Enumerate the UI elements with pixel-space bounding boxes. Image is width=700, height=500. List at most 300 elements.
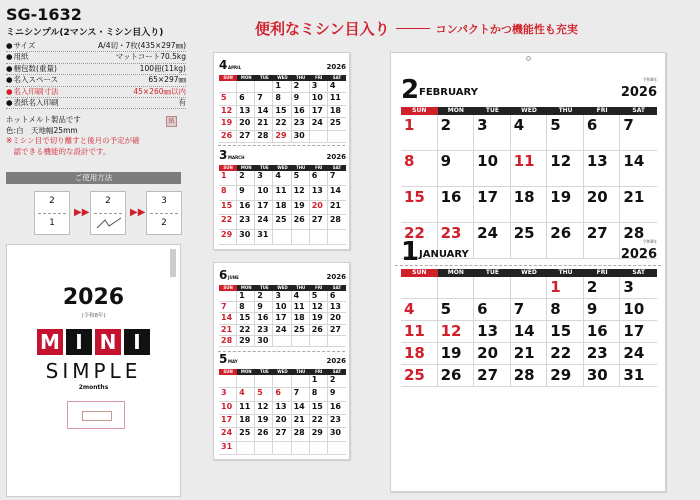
mini-logo-letter: I: [66, 329, 92, 355]
day-number: 29: [311, 428, 323, 438]
weekday-label: WED: [521, 269, 537, 276]
day-number: 28: [293, 428, 305, 438]
day-number: 30: [329, 428, 341, 438]
day-cell: [292, 230, 310, 245]
day-cell: [255, 336, 273, 347]
day-cell: [292, 442, 310, 455]
weekday-label: WED: [521, 107, 537, 114]
day-cell: [328, 106, 346, 118]
day-number: 31: [221, 441, 233, 451]
day-number: 19: [311, 313, 323, 323]
day-cell: [255, 186, 273, 201]
day-number: 20: [275, 414, 287, 424]
day-number: 1: [239, 291, 245, 300]
day-cell: [310, 325, 328, 336]
day-number: 3: [311, 81, 318, 90]
day-number: 3: [477, 116, 488, 134]
day-cell: [237, 131, 255, 143]
day-cell: [237, 93, 255, 105]
spec-value: A/4切・7枚(435×297㎜): [98, 41, 186, 50]
day-cell: [292, 325, 310, 336]
mini-logo: [37, 329, 150, 355]
day-cell: [237, 388, 255, 401]
day-cell: [328, 230, 346, 245]
day-cell: [255, 93, 273, 105]
day-cell: [273, 402, 291, 415]
day-number: 29: [239, 335, 251, 345]
day-number: 30: [586, 366, 608, 384]
day-number: 24: [221, 428, 233, 438]
month-year: 2026: [620, 85, 657, 100]
day-cell: [511, 299, 548, 321]
tear-icon: [95, 216, 123, 232]
day-cell: [219, 402, 237, 415]
day-number: 13: [275, 401, 287, 411]
day-number: 26: [257, 428, 269, 438]
day-number: 9: [257, 302, 263, 312]
spec-value: 65×297㎜: [148, 75, 186, 85]
day-cell: [328, 442, 346, 455]
day-cell: [310, 415, 328, 428]
day-cell: [328, 131, 346, 143]
day-number: 6: [477, 300, 488, 318]
day-number: 13: [329, 302, 341, 312]
day-cell: [584, 277, 621, 299]
month-name: APRIL: [228, 65, 242, 70]
day-number: 12: [257, 401, 269, 411]
card-number-top: 2: [49, 196, 55, 206]
day-number: 1: [404, 116, 415, 134]
simple-logo: SIMPLE: [45, 359, 142, 383]
day-number: 4: [329, 81, 336, 90]
day-number: 1: [221, 171, 227, 180]
day-cell: [219, 388, 237, 401]
day-cell: [255, 131, 273, 143]
weekday-label: FRI: [596, 269, 608, 276]
day-number: 8: [550, 300, 561, 318]
day-cell: [237, 291, 255, 302]
day-number: 6: [329, 291, 336, 300]
headline-dash: [396, 28, 430, 29]
spec-key: ● 名入印刷寸法: [6, 87, 59, 97]
perforation-line: [94, 213, 122, 214]
name-print-space: [67, 401, 125, 429]
day-number: 10: [477, 152, 499, 170]
weekday-label: TUE: [485, 269, 499, 276]
day-cell: [620, 115, 657, 151]
day-cell: [292, 93, 310, 105]
day-number: 8: [239, 302, 245, 312]
day-cell: [438, 277, 475, 299]
day-cell: [511, 115, 548, 151]
day-number: 18: [513, 188, 535, 206]
day-cell: [511, 321, 548, 343]
day-cell: [474, 321, 511, 343]
day-number: 17: [477, 188, 499, 206]
day-number: 3: [221, 388, 227, 398]
day-cell: [273, 131, 291, 143]
day-number: 9: [293, 93, 300, 103]
day-cell: [219, 81, 237, 93]
day-cell: [219, 171, 237, 186]
month-era: 令和8年: [642, 77, 657, 82]
calendar-cover: [6, 244, 181, 497]
day-cell: [273, 201, 291, 216]
day-cell: [547, 151, 584, 187]
day-number: 13: [311, 185, 323, 195]
day-number: 12: [550, 152, 572, 170]
day-cell: [292, 215, 310, 230]
day-number: 27: [311, 215, 323, 225]
day-cell: [474, 343, 511, 365]
name-print-area: [82, 411, 112, 421]
month-year: 2026: [326, 357, 346, 365]
day-number: 10: [311, 93, 323, 103]
day-cell: [255, 118, 273, 130]
day-cell: [219, 230, 237, 245]
day-number: 9: [440, 152, 451, 170]
day-number: 4: [513, 116, 525, 134]
day-number: 19: [550, 188, 572, 206]
spec-row: [6, 52, 186, 63]
day-cell: [237, 442, 255, 455]
spec-key: ● 表紙名入印刷: [6, 98, 59, 108]
day-number: 1: [311, 375, 318, 384]
month-year: 2026: [326, 63, 346, 71]
day-cell: [292, 428, 310, 441]
day-number: 8: [404, 152, 415, 170]
day-number: 29: [550, 366, 572, 384]
day-number: 22: [311, 414, 323, 424]
day-cell: [237, 201, 255, 216]
month-number: 1: [401, 237, 420, 267]
day-cell: [328, 375, 346, 388]
day-cell: [547, 321, 584, 343]
day-cell: [273, 81, 291, 93]
day-cell: [292, 415, 310, 428]
day-number: 24: [311, 118, 323, 128]
spec-value: 45×260㎜以内: [133, 86, 186, 96]
day-number: 30: [239, 230, 251, 240]
day-cell: [292, 336, 310, 347]
day-number: 17: [257, 200, 269, 210]
day-cell: [237, 415, 255, 428]
red-note-line: 認できる機能的な設計です。: [6, 146, 111, 156]
day-number: 31: [257, 230, 269, 240]
month-name: FEBRUARY: [419, 87, 478, 98]
day-cell: [310, 428, 328, 441]
day-cell: [401, 321, 438, 343]
day-number: 2: [257, 291, 263, 300]
cover-barcode: [170, 249, 176, 277]
month-year: 2026: [326, 153, 346, 161]
day-grid: [219, 375, 346, 455]
day-cell: [219, 106, 237, 118]
red-note-line: ※ミシン目で切り離すと後月の予定が確: [6, 136, 140, 146]
day-cell: [310, 291, 328, 302]
month-number: 2: [401, 75, 420, 105]
day-cell: [547, 343, 584, 365]
day-number: 7: [513, 300, 525, 318]
day-number: 6: [239, 93, 245, 103]
howto-card: [34, 191, 70, 235]
day-number: 22: [404, 224, 425, 242]
day-cell: [219, 302, 237, 313]
day-cell: [273, 93, 291, 105]
card-number-bottom: 1: [49, 218, 55, 228]
day-number: 9: [329, 388, 336, 398]
day-number: 28: [257, 130, 269, 140]
day-number: 6: [586, 116, 598, 134]
weekday-label: THU: [295, 369, 306, 374]
day-cell: [273, 375, 291, 388]
arrow-icon: ▶▶: [74, 207, 90, 218]
day-number: 16: [257, 313, 269, 323]
weekday-label: SUN: [219, 369, 237, 375]
day-cell: [511, 151, 548, 187]
day-cell: [219, 186, 237, 201]
day-number: 5: [440, 300, 451, 318]
weekday-label: MON: [240, 285, 252, 290]
day-cell: [219, 375, 237, 388]
day-number: 24: [623, 344, 645, 362]
day-cell: [219, 336, 237, 347]
day-number: 29: [221, 230, 233, 240]
day-cell: [237, 336, 255, 347]
day-number: 23: [440, 224, 462, 242]
day-cell: [273, 325, 291, 336]
day-cell: [328, 336, 346, 347]
day-number: 16: [586, 322, 608, 340]
day-cell: [219, 118, 237, 130]
day-cell: [237, 428, 255, 441]
calendar-sheet-feb-jan: [390, 52, 666, 492]
day-number: 18: [293, 313, 305, 323]
weekday-label: TUE: [485, 107, 499, 114]
day-number: 19: [293, 200, 305, 210]
card-number-top: 2: [105, 196, 111, 206]
weekday-label: SAT: [332, 369, 342, 374]
day-number: 13: [586, 152, 608, 170]
month-name: JUNE: [228, 275, 239, 280]
day-cell: [401, 151, 438, 187]
day-cell: [438, 365, 475, 387]
month-year: 2026: [620, 247, 657, 262]
day-cell: [237, 302, 255, 313]
day-cell: [328, 201, 346, 216]
perforation-line: [38, 213, 66, 214]
day-cell: [310, 201, 328, 216]
day-number: 20: [586, 188, 608, 206]
month-number: 4: [219, 58, 228, 72]
note-line: ホットメルト製品です: [6, 115, 81, 125]
day-cell: [255, 215, 273, 230]
weekday-label: SAT: [332, 75, 342, 80]
weekday-label: WED: [277, 285, 288, 290]
day-cell: [255, 375, 273, 388]
day-number: 19: [440, 344, 462, 362]
card-number-bottom: 2: [161, 218, 167, 228]
day-cell: [620, 299, 657, 321]
day-cell: [474, 115, 511, 151]
weekday-label: THU: [558, 107, 573, 114]
day-number: 3: [623, 278, 634, 296]
weekday-label: SUN: [401, 107, 438, 115]
day-number: 21: [513, 344, 535, 362]
day-number: 15: [550, 322, 572, 340]
day-cell: [438, 321, 475, 343]
perforation-line: [218, 145, 345, 146]
day-number: 18: [404, 344, 425, 362]
day-cell: [438, 343, 475, 365]
two-months-label: 2months: [78, 384, 109, 391]
day-number: 25: [513, 224, 535, 242]
day-cell: [255, 313, 273, 324]
card-number-top: 3: [161, 196, 167, 206]
day-cell: [273, 186, 291, 201]
day-cell: [328, 118, 346, 130]
day-number: 20: [311, 200, 323, 210]
day-number: 12: [440, 322, 462, 340]
weekday-label: FRI: [315, 369, 323, 374]
day-number: 27: [275, 428, 287, 438]
day-number: 25: [293, 324, 305, 334]
day-number: 9: [239, 185, 245, 195]
day-cell: [237, 106, 255, 118]
day-number: 28: [221, 335, 233, 345]
weekday-label: WED: [277, 75, 288, 80]
day-number: 26: [221, 130, 233, 140]
day-number: 2: [440, 116, 451, 134]
day-cell: [310, 171, 328, 186]
day-number: 24: [257, 215, 269, 225]
day-number: 11: [513, 152, 535, 170]
day-number: 27: [239, 130, 251, 140]
day-cell: [328, 93, 346, 105]
day-number: 1: [275, 81, 281, 90]
day-cell: [438, 187, 475, 223]
day-cell: [310, 313, 328, 324]
day-number: 25: [239, 428, 251, 438]
day-number: 21: [257, 118, 269, 128]
weekday-label: TUE: [259, 369, 269, 374]
day-cell: [438, 115, 475, 151]
spec-value: 100冊(11kg): [139, 63, 186, 73]
day-cell: [584, 115, 621, 151]
day-cell: [310, 131, 328, 143]
day-cell: [237, 402, 255, 415]
month-number: 5: [219, 352, 228, 366]
day-number: 14: [513, 322, 535, 340]
day-cell: [511, 343, 548, 365]
day-number: 10: [257, 185, 269, 195]
day-cell: [219, 291, 237, 302]
day-number: 23: [239, 215, 251, 225]
day-cell: [511, 365, 548, 387]
day-cell: [273, 230, 291, 245]
day-number: 18: [239, 414, 251, 424]
cover-era: (令和8年): [81, 313, 106, 319]
spec-row: [6, 98, 186, 109]
spec-key: ● 梱包数(重量): [6, 64, 57, 74]
weekday-label: FRI: [315, 165, 323, 170]
day-cell: [219, 313, 237, 324]
day-cell: [401, 115, 438, 151]
day-cell: [292, 291, 310, 302]
day-cell: [401, 187, 438, 223]
day-cell: [310, 215, 328, 230]
day-number: 22: [221, 215, 233, 225]
day-number: 22: [239, 324, 251, 334]
headline-main: 便利なミシン目入り: [255, 20, 390, 38]
mini-logo-letter: N: [95, 329, 121, 355]
day-cell: [273, 291, 291, 302]
day-number: 3: [257, 171, 263, 180]
day-cell: [219, 93, 237, 105]
day-number: 28: [623, 224, 645, 242]
day-cell: [273, 415, 291, 428]
day-cell: [620, 187, 657, 223]
day-cell: [328, 388, 346, 401]
day-number: 20: [329, 313, 341, 323]
day-number: 23: [257, 324, 269, 334]
arrow-icon: ▶▶: [130, 207, 146, 218]
day-number: 2: [586, 278, 598, 296]
day-number: 28: [513, 366, 535, 384]
day-number: 20: [239, 118, 251, 128]
day-cell: [584, 151, 621, 187]
day-cell: [511, 277, 548, 299]
month-name: MAY: [228, 359, 238, 364]
day-cell: [328, 291, 346, 302]
day-cell: [310, 302, 328, 313]
day-cell: [310, 106, 328, 118]
weekday-label: MON: [240, 165, 252, 170]
day-number: 5: [221, 93, 227, 103]
day-grid: [219, 171, 346, 245]
day-cell: [292, 302, 310, 313]
day-number: 11: [239, 401, 251, 411]
day-cell: [584, 187, 621, 223]
weekday-label: SAT: [332, 165, 342, 170]
day-cell: [273, 302, 291, 313]
day-cell: [273, 442, 291, 455]
mini-logo-letter: M: [37, 329, 63, 355]
day-number: 11: [275, 185, 287, 195]
day-cell: [273, 171, 291, 186]
weekday-label: FRI: [315, 75, 323, 80]
day-cell: [219, 325, 237, 336]
day-cell: [273, 106, 291, 118]
day-number: 15: [311, 401, 323, 411]
day-cell: [237, 186, 255, 201]
spec-list: [6, 41, 186, 109]
day-number: 11: [329, 93, 341, 103]
day-number: 31: [623, 366, 645, 384]
day-number: 24: [477, 224, 499, 242]
day-cell: [292, 375, 310, 388]
day-cell: [620, 151, 657, 187]
day-number: 5: [550, 116, 561, 134]
day-cell: [255, 402, 273, 415]
spec-key: ● サイズ: [6, 41, 35, 51]
day-number: 21: [221, 324, 233, 334]
day-number: 22: [550, 344, 572, 362]
day-cell: [310, 230, 328, 245]
day-cell: [255, 171, 273, 186]
day-cell: [401, 343, 438, 365]
weekday-label: THU: [295, 75, 306, 80]
